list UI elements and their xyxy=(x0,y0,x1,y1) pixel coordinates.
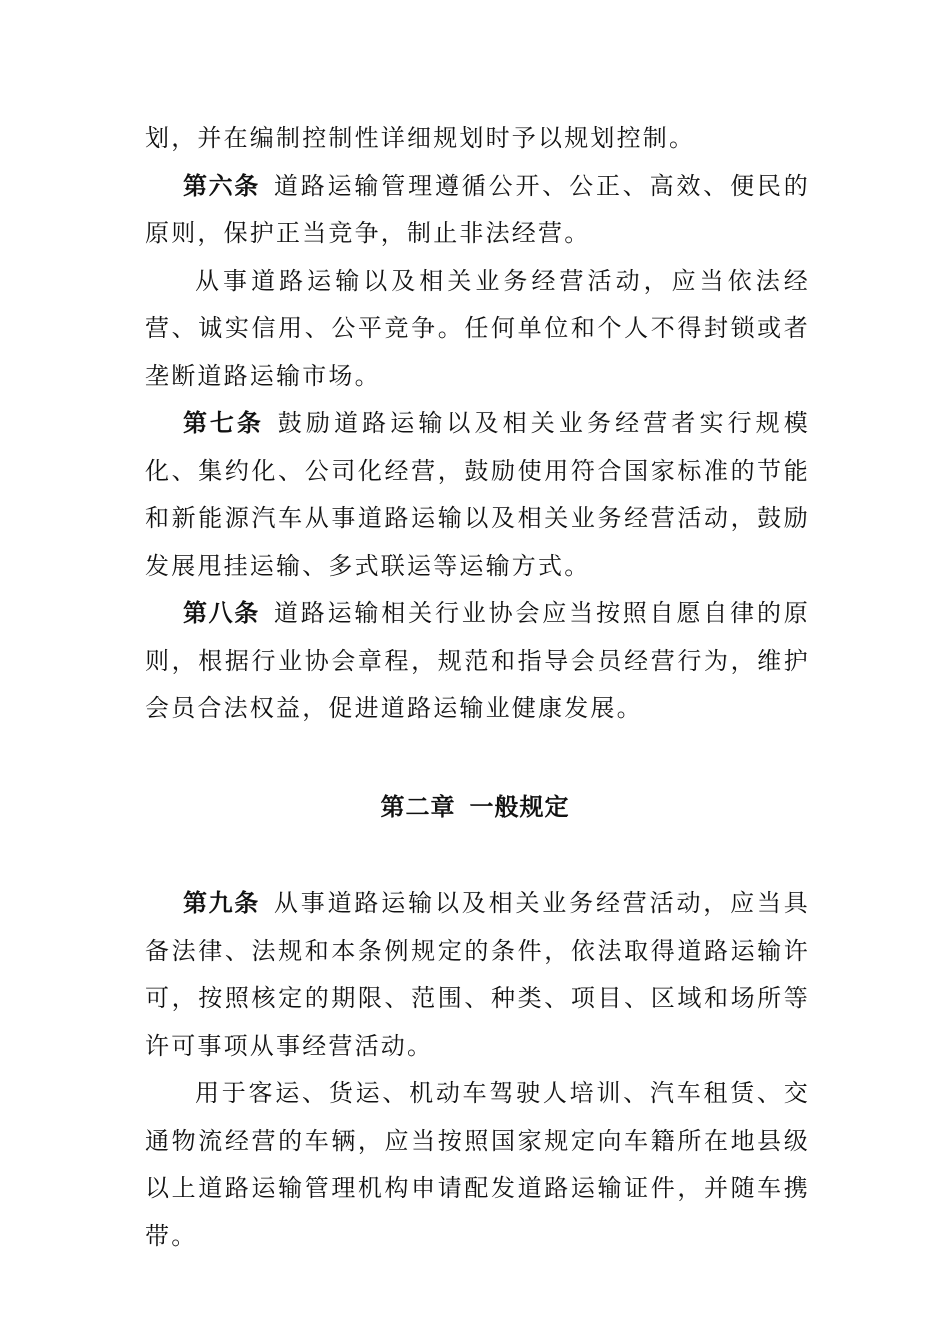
paragraph-text: 划，并在编制控制性详细规划时予以规划控制。 xyxy=(145,124,696,152)
paragraph-text: 道路运输相关行业协会应当按照自愿自律的原则，根据行业协会章程，规范和指导会员经营行为，维护会员合法权益，促进道路运输业健康发展。 xyxy=(145,599,811,722)
article-number: 第八条 xyxy=(183,599,260,627)
article-6 xyxy=(145,163,810,258)
paragraph-text: 鼓励道路运输以及相关业务经营者实行规模化、集约化、公司化经营，鼓励使用符合国家标准的节能和新能源汽车从事道路运输以及相关业务经营活动，鼓励发展甩挂运输、多式联运等运输方式。 xyxy=(145,409,810,580)
article-8 xyxy=(145,590,810,733)
article-9-paragraph-2 xyxy=(145,1070,810,1260)
article-7 xyxy=(145,400,810,590)
chapter-heading xyxy=(0,787,950,827)
paragraph-text: 用于客运、货运、机动车驾驶人培训、汽车租赁、交通物流经营的车辆，应当按照国家规定向车籍所在地县级以上道路运输管理机构申请配发道路运输证件，并随车携带。 xyxy=(145,1079,810,1250)
article-6-paragraph-2 xyxy=(145,258,810,401)
chapter-title: 一般规定 xyxy=(469,793,570,821)
article-number: 第九条 xyxy=(183,889,260,917)
paragraph-text: 从事道路运输以及相关业务经营活动，应当具备法律、法规和本条例规定的条件，依法取得道路运输许可，按照核定的期限、范围、种类、项目、区域和场所等许可事项从事经营活动。 xyxy=(145,889,811,1060)
article-number: 第七条 xyxy=(183,409,264,437)
article-number: 第六条 xyxy=(183,171,260,200)
paragraph-text: 道路运输管理遵循公开、公正、高效、便民的原则，保护正当竞争，制止非法经营。 xyxy=(145,171,811,247)
article-9 xyxy=(145,880,810,1070)
paragraph-text: 从事道路运输以及相关业务经营活动，应当依法经营、诚实信用、公平竞争。任何单位和个人不得封锁或者垄断道路运输市场。 xyxy=(145,266,810,390)
chapter-number: 第二章 xyxy=(380,793,456,821)
body-text-bottom xyxy=(145,880,810,1260)
paragraph-continuation xyxy=(145,115,810,163)
body-text-top xyxy=(145,115,810,733)
